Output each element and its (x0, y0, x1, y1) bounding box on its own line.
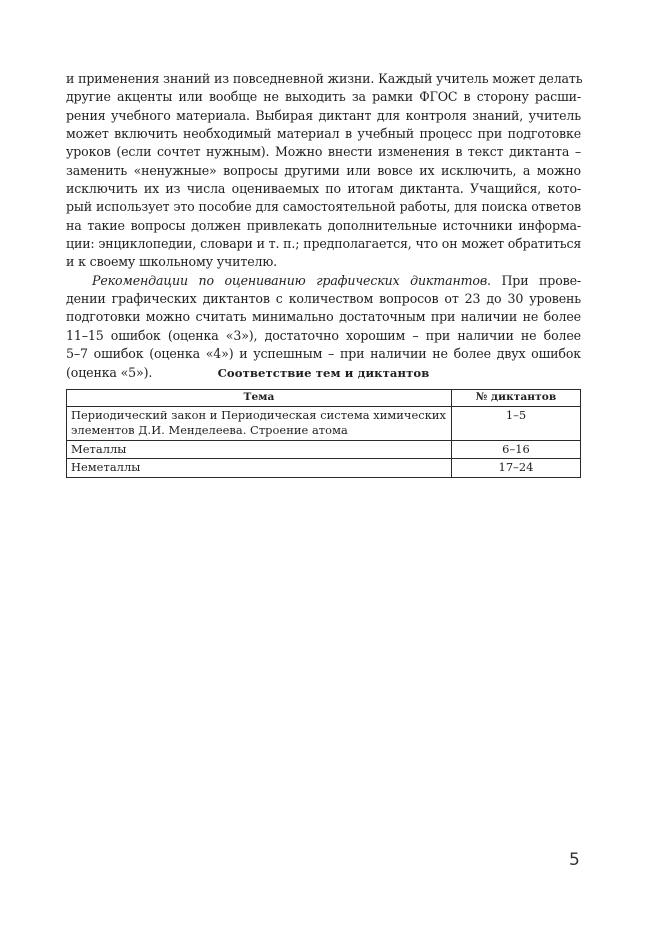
table-row (67, 440, 581, 459)
table-cell-topic: Неметаллы (67, 459, 452, 478)
table-cell-numbers: 1–5 (452, 406, 581, 440)
table-row (67, 406, 581, 440)
text-line: уроков (если сочтет нужным). Можно внести изменения в текст диктанта – (66, 144, 581, 160)
table-title: Соответствие тем и диктантов (217, 366, 430, 380)
text-line: может включить необходимый материал в учебный процесс при подготовке (66, 126, 581, 142)
table-header-numbers: № диктантов (452, 390, 581, 407)
recommendation-first-line-rest: . При прове- (487, 272, 581, 288)
table-header-topic: Тема (67, 390, 452, 407)
page-number: 5 (569, 850, 580, 870)
recommendation-first-line (66, 272, 581, 290)
table-cell-topic (67, 406, 452, 440)
table-cell-numbers: 6–16 (452, 440, 581, 459)
text-line: исключить их из числа оцениваемых по итогам диктанта. Учащийся, кото- (66, 181, 581, 197)
text-line: 5–7 ошибок (оценка «4») и успешным – при наличии не более двух ошибок (66, 346, 581, 362)
recommendation-heading: Рекомендации по оцениванию графических диктантов (92, 272, 487, 288)
text-line: подготовки можно считать минимально достаточным при наличии не более (66, 309, 581, 325)
table-header-row (67, 390, 581, 407)
table-cell-topic: Металлы (67, 440, 452, 459)
table-cell-topic-line: элементов Д.И. Менделеева. Строение атома (71, 423, 348, 437)
topics-table (66, 389, 581, 478)
text-line: рый использует это пособие для самостоятельной работы, для поиска ответов (66, 199, 581, 215)
text-line: 11–15 ошибок (оценка «3»), достаточно хорошим – при наличии не более (66, 327, 581, 343)
text-line: (оценка «5»). (66, 364, 153, 380)
table-cell-topic-line: Периодический закон и Периодическая система химических (71, 407, 447, 422)
text-line: рения учебного материала. Выбирая диктант для контроля знаний, учитель (66, 107, 581, 123)
table-row (67, 459, 581, 478)
text-line: на такие вопросы должен привлекать дополнительные источники информа- (66, 217, 581, 233)
table-cell-numbers: 17–24 (452, 459, 581, 478)
text-line: и применения знаний из повседневной жизни. Каждый учитель может делать (66, 71, 583, 86)
text-line: другие акценты или вообще не выходить за рамки ФГОС в сторону расши- (66, 89, 581, 105)
text-line: ции: энциклопедии, словари и т. п.; предполагается, что он может обратиться (66, 236, 582, 252)
body-text (66, 70, 581, 382)
text-line: и к своему школьному учителю. (66, 254, 278, 270)
text-line: заменить «ненужные» вопросы другими или вовсе их исключить, а можно (66, 162, 581, 178)
text-line: дении графических диктантов с количеством вопросов от 23 до 30 уровень (66, 291, 581, 307)
